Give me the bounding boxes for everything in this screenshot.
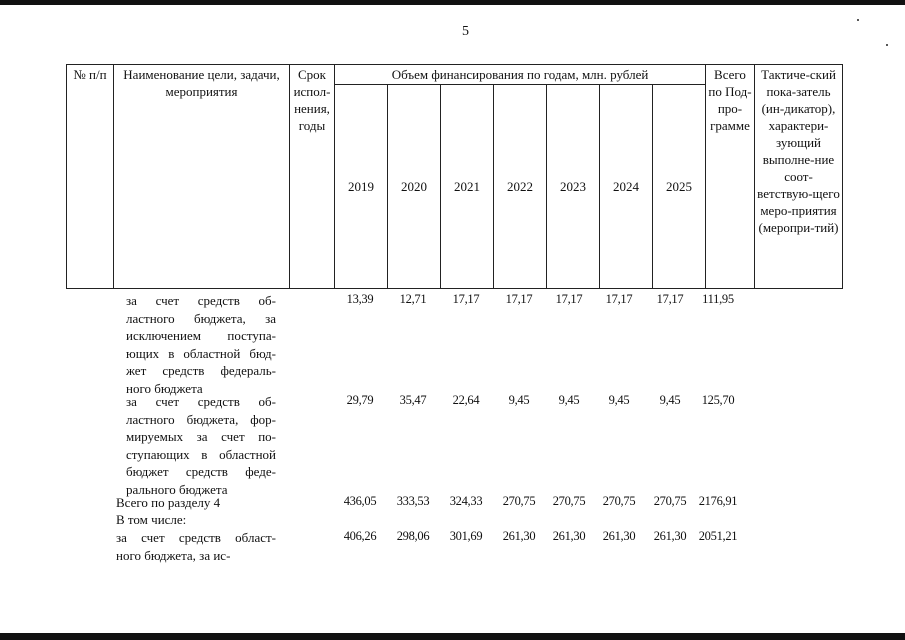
row-label-line: рального бюджета [126, 481, 228, 497]
row-label-line: исключением поступа- [126, 328, 276, 343]
row-value: 406,26 [343, 529, 377, 543]
row-label-line: ступающих в областной [126, 446, 276, 462]
top-border [0, 0, 905, 5]
row-label-line: ластного бюджета, за [126, 310, 276, 326]
header-year: 2021 [441, 85, 494, 289]
row-label-line: ластного бюджета, фор- [126, 411, 276, 427]
row-label-line: бюджет средств феде- [126, 464, 276, 479]
row-label [116, 511, 286, 529]
row-value: 29,79 [346, 393, 374, 407]
row-value: 261,30 [653, 529, 687, 543]
header-total: Всего по Под-про-грамме [706, 65, 755, 289]
row-value: 13,39 [346, 292, 374, 306]
header-year: 2024 [600, 85, 653, 289]
row-value: 9,45 [659, 393, 681, 407]
scan-speck [886, 44, 888, 46]
row-value: 17,17 [605, 292, 633, 306]
row-value: 270,75 [602, 494, 636, 508]
row-value: 301,69 [449, 529, 483, 543]
row-label-line: ного бюджета [126, 380, 203, 396]
header-num: № п/п [67, 65, 114, 289]
row-value: 261,30 [552, 529, 586, 543]
row-value: 261,30 [602, 529, 636, 543]
row-value: 17,17 [452, 292, 480, 306]
row-label-line: ного бюджета, за ис- [116, 547, 231, 563]
row-label-line: за счет средств об- [126, 394, 276, 409]
header-year: 2025 [653, 85, 706, 289]
row-value: 9,45 [558, 393, 580, 407]
row-label [116, 494, 286, 512]
row-label-line: жет средств федераль- [126, 363, 276, 378]
header-year: 2023 [547, 85, 600, 289]
row-total: 2051,21 [698, 529, 738, 543]
row-value: 35,47 [399, 393, 427, 407]
row-total: 111,95 [702, 292, 734, 306]
row-label [116, 529, 276, 564]
row-label [126, 393, 276, 498]
row-label-line: за счет средств об- [126, 293, 276, 308]
row-value: 9,45 [508, 393, 530, 407]
bottom-border [0, 633, 905, 640]
row-value: 9,45 [608, 393, 630, 407]
header-year: 2022 [494, 85, 547, 289]
row-label [126, 292, 276, 397]
header-year: 2020 [388, 85, 441, 289]
header-name: Наименование цели, задачи, мероприятия [114, 65, 290, 289]
row-total: 2176,91 [698, 494, 738, 508]
row-label-line: мируемых за счет по- [126, 429, 276, 444]
row-label-line: ющих в областной бюд- [126, 345, 276, 361]
header-funding: Объем финансирования по годам, млн. рублей [335, 65, 706, 85]
header-term: Срок испол-нения, годы [290, 65, 335, 289]
row-value: 436,05 [343, 494, 377, 508]
row-value: 270,75 [502, 494, 536, 508]
row-label-line: В том числе: [116, 512, 187, 527]
header-year: 2019 [335, 85, 388, 289]
row-value: 12,71 [399, 292, 427, 306]
row-value: 298,06 [396, 529, 430, 543]
row-total: 125,70 [701, 393, 735, 407]
row-label-line: Всего по разделу 4 [116, 495, 221, 510]
header-indicator: Тактиче-ский пока-затель (ин-дикатор), характери-зующий выполне-ние соот-ветствую-щего меро-приятия (меропри-тий) [755, 65, 843, 289]
row-value: 270,75 [552, 494, 586, 508]
row-value: 22,64 [452, 393, 480, 407]
row-value: 17,17 [555, 292, 583, 306]
row-value: 17,17 [656, 292, 684, 306]
table-header [66, 64, 843, 289]
row-value: 270,75 [653, 494, 687, 508]
row-label-line: за счет средств област- [116, 530, 276, 545]
row-value: 17,17 [505, 292, 533, 306]
scan-speck [857, 19, 859, 21]
page-number: 5 [462, 24, 469, 39]
row-value: 333,53 [396, 494, 430, 508]
row-value: 324,33 [449, 494, 483, 508]
row-value: 261,30 [502, 529, 536, 543]
